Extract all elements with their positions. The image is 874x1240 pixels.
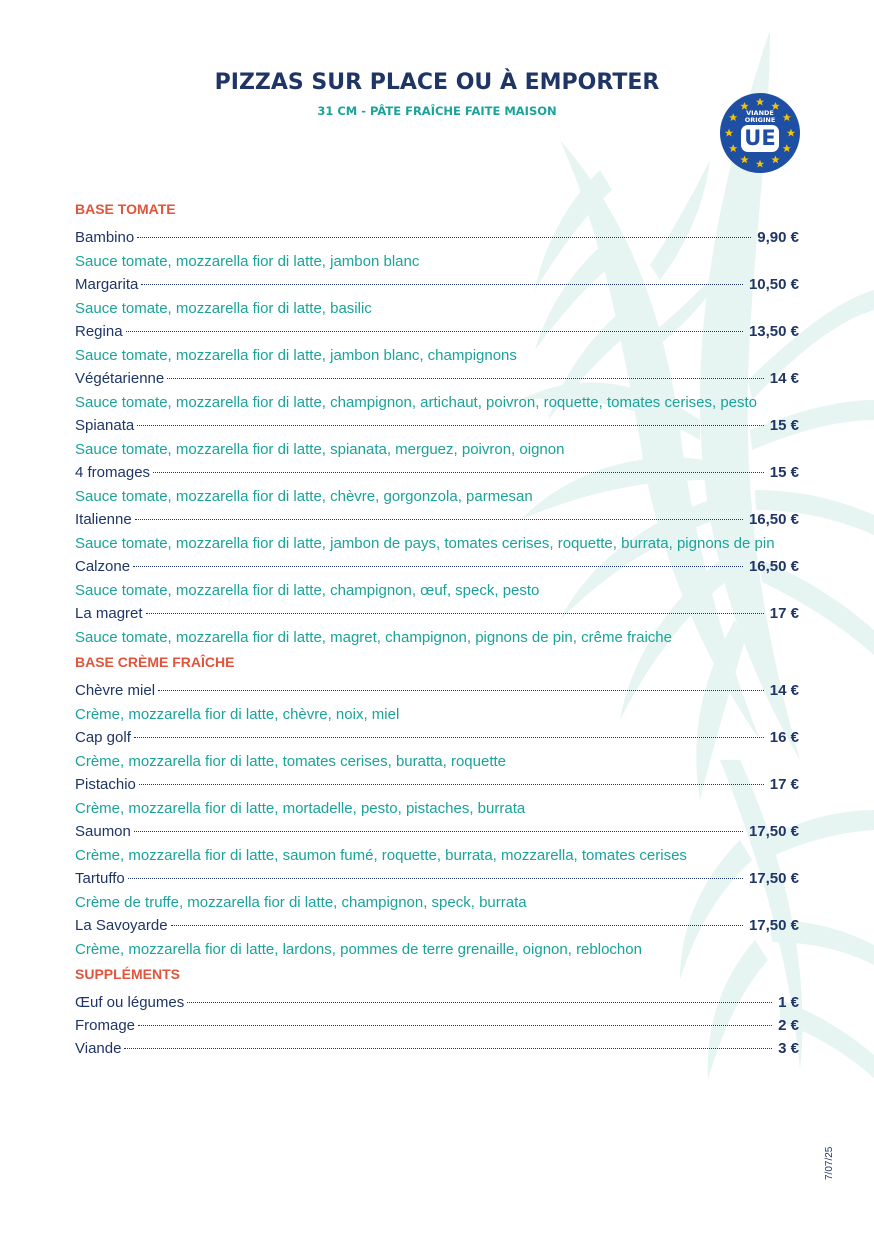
dot-leader <box>134 737 764 738</box>
item-price: 3 € <box>778 1040 799 1057</box>
item-price: 16 € <box>769 729 799 746</box>
badge-ue-label: UE <box>741 125 779 152</box>
section-title: SUPPLÉMENTS <box>75 966 181 982</box>
menu-item <box>75 273 799 297</box>
dot-leader <box>138 1025 772 1026</box>
item-name: Viande <box>75 1040 122 1057</box>
item-description: Sauce tomate, mozzarella fior di latte, champignon, artichaut, poivron, roquette, tomates cerises, pesto <box>75 393 758 411</box>
item-description: Crème, mozzarella fior di latte, saumon fumé, roquette, burrata, mozzarella, tomates cerises <box>75 846 687 864</box>
item-price: 13,50 € <box>748 323 799 340</box>
menu-item <box>75 226 799 250</box>
item-name: Italienne <box>75 511 132 528</box>
badge-line-2: ORIGINE <box>744 116 776 124</box>
item-price: 1 € <box>778 994 799 1011</box>
item-name: Végétarienne <box>75 370 165 387</box>
menu-item <box>75 773 799 797</box>
item-price: 15 € <box>769 464 799 481</box>
item-description: Crème, mozzarella fior di latte, chèvre, noix, miel <box>75 705 400 723</box>
item-name: Spianata <box>75 417 135 434</box>
menu-item <box>75 508 799 532</box>
item-description: Sauce tomate, mozzarella fior di latte, spianata, merguez, poivron, oignon <box>75 440 565 458</box>
item-description: Sauce tomate, mozzarella fior di latte, jambon de pays, tomates cerises, roquette, burrata, pignons de pin <box>75 534 775 552</box>
dot-leader <box>124 1048 772 1049</box>
item-price: 15 € <box>769 417 799 434</box>
dot-leader <box>128 878 743 879</box>
item-name: Chèvre miel <box>75 682 156 699</box>
item-name: Margarita <box>75 276 139 293</box>
item-price: 17 € <box>769 776 799 793</box>
item-description: Crème, mozzarella fior di latte, lardons, pommes de terre grenaille, oignon, reblochon <box>75 940 642 958</box>
item-price: 16,50 € <box>748 511 799 528</box>
item-description: Sauce tomate, mozzarella fior di latte, jambon blanc <box>75 252 420 270</box>
menu-item <box>75 602 799 626</box>
item-price: 17 € <box>769 605 799 622</box>
dot-leader <box>153 472 764 473</box>
item-price: 16,50 € <box>748 558 799 575</box>
item-name: Calzone <box>75 558 131 575</box>
supplement-item <box>75 991 799 1014</box>
item-price: 2 € <box>778 1017 799 1034</box>
dot-leader <box>146 613 764 614</box>
dot-leader <box>134 831 743 832</box>
item-description: Sauce tomate, mozzarella fior di latte, champignon, œuf, speck, pesto <box>75 581 540 599</box>
menu-item <box>75 367 799 391</box>
menu-item <box>75 867 799 891</box>
badge-line-1: VIANDE <box>746 109 774 117</box>
dot-leader <box>187 1002 772 1003</box>
dot-leader <box>171 925 743 926</box>
item-name: Regina <box>75 323 123 340</box>
section-title: BASE TOMATE <box>75 201 176 217</box>
menu-item <box>75 555 799 579</box>
menu-item <box>75 726 799 750</box>
item-price: 9,90 € <box>757 229 799 246</box>
section-title: BASE CRÈME FRAÎCHE <box>75 654 235 670</box>
item-name: Œuf ou légumes <box>75 994 185 1011</box>
item-price: 17,50 € <box>748 823 799 840</box>
dot-leader <box>139 784 764 785</box>
menu-item <box>75 461 799 485</box>
menu-item <box>75 414 799 438</box>
supplement-item <box>75 1014 799 1037</box>
item-price: 14 € <box>769 682 799 699</box>
item-description: Sauce tomate, mozzarella fior di latte, magret, champignon, pignons de pin, crême fraiche <box>75 628 672 646</box>
item-name: Bambino <box>75 229 135 246</box>
menu-item <box>75 914 799 938</box>
item-description: Sauce tomate, mozzarella fior di latte, basilic <box>75 299 372 317</box>
item-price: 10,50 € <box>748 276 799 293</box>
dot-leader <box>133 566 743 567</box>
dot-leader <box>141 284 743 285</box>
item-name: La Savoyarde <box>75 917 168 934</box>
menu-item <box>75 820 799 844</box>
item-description: Crème de truffe, mozzarella fior di latte, champignon, speck, burrata <box>75 893 527 911</box>
dot-leader <box>158 690 764 691</box>
item-price: 17,50 € <box>748 917 799 934</box>
dot-leader <box>137 425 764 426</box>
item-name: Pistachio <box>75 776 136 793</box>
menu-list <box>75 198 799 1060</box>
item-description: Crème, mozzarella fior di latte, mortadelle, pesto, pistaches, burrata <box>75 799 526 817</box>
viande-origine-ue-badge <box>720 93 800 173</box>
item-name: Saumon <box>75 823 131 840</box>
item-name: Fromage <box>75 1017 136 1034</box>
item-price: 14 € <box>769 370 799 387</box>
dot-leader <box>137 237 751 238</box>
item-name: Tartuffo <box>75 870 125 887</box>
item-description: Sauce tomate, mozzarella fior di latte, jambon blanc, champignons <box>75 346 517 364</box>
item-name: La magret <box>75 605 143 622</box>
item-name: Cap golf <box>75 729 131 746</box>
page-subtitle: 31 CM - PÂTE FRAÎCHE FAITE MAISON <box>317 104 557 118</box>
item-description: Sauce tomate, mozzarella fior di latte, chèvre, gorgonzola, parmesan <box>75 487 533 505</box>
menu-item <box>75 679 799 703</box>
supplement-item <box>75 1037 799 1060</box>
print-date: 7/07/25 <box>824 1146 835 1180</box>
menu-item <box>75 320 799 344</box>
dot-leader <box>135 519 743 520</box>
item-description: Crème, mozzarella fior di latte, tomates cerises, buratta, roquette <box>75 752 507 770</box>
dot-leader <box>167 378 764 379</box>
supplements-list <box>75 991 799 1060</box>
dot-leader <box>126 331 743 332</box>
item-price: 17,50 € <box>748 870 799 887</box>
page-title: PIZZAS SUR PLACE OU À EMPORTER <box>214 70 660 95</box>
item-name: 4 fromages <box>75 464 151 481</box>
